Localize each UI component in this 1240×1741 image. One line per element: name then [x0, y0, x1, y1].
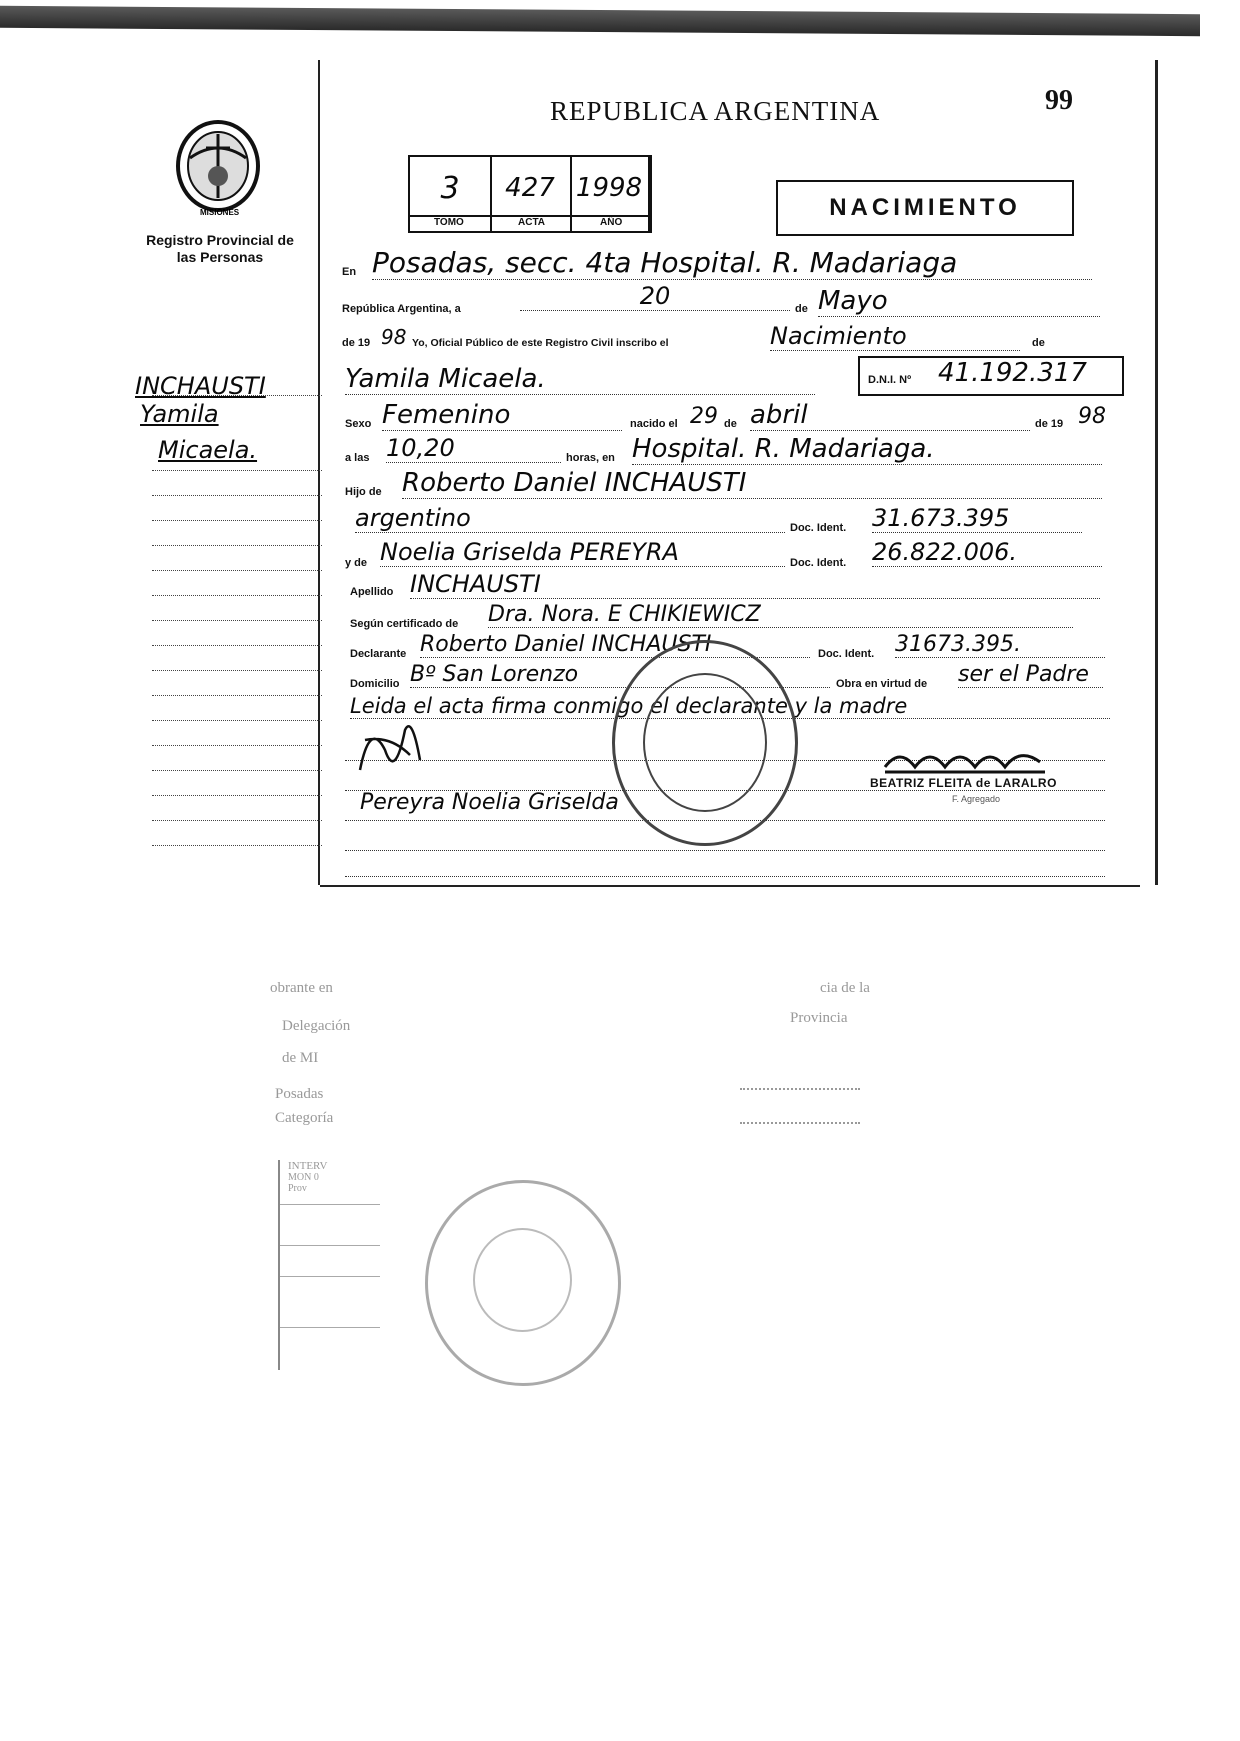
domicilio-label: Domicilio	[350, 678, 400, 690]
record-box-labels	[410, 215, 650, 231]
shield-label: MISIONES	[200, 208, 240, 217]
birth-de: de	[724, 418, 737, 430]
declarante-value: Roberto Daniel INCHAUSTI	[420, 632, 810, 658]
de-label: de	[795, 303, 808, 315]
acta-label: ACTA	[518, 217, 546, 228]
page-number: 99	[1045, 85, 1073, 116]
margin-name-1: Yamila	[140, 400, 219, 428]
apellido-label: Apellido	[350, 586, 394, 598]
margin-line	[152, 645, 322, 646]
birth-month: abril	[750, 400, 1030, 431]
hijo-label: Hijo de	[345, 486, 382, 498]
ano-value: 1998	[575, 173, 643, 203]
segun-value: Dra. Nora. E CHIKIEWICZ	[488, 602, 1073, 628]
intervention-stamp	[278, 1160, 390, 1370]
nacido-label: nacido el	[630, 418, 678, 430]
horas-label: horas, en	[566, 452, 615, 464]
seal-inner-ring	[643, 673, 767, 812]
margin-line	[152, 570, 322, 571]
year-prefix: de 19	[342, 337, 371, 349]
declarante-doc-label: Doc. Ident.	[818, 648, 875, 660]
declarante-label: Declarante	[350, 648, 407, 660]
obra-value: ser el Padre	[958, 662, 1103, 688]
coat-of-arms-icon	[170, 118, 266, 218]
father-nationality: argentino	[355, 504, 785, 533]
birth-day: 29	[690, 404, 718, 429]
mother-signature: Pereyra Noelia Griselda	[360, 790, 619, 815]
tomo-value: 3	[440, 171, 460, 206]
record-type-badge: NACIMIENTO	[776, 180, 1074, 236]
acta-value: 427	[505, 173, 555, 203]
margin-name-2: Micaela.	[158, 436, 258, 464]
margin-line	[152, 620, 322, 621]
birth-year-suffix: 98	[1078, 404, 1106, 429]
officer-text: Yo, Oficial Público de este Registro Civil inscribo el	[412, 337, 669, 349]
blank-line	[345, 876, 1105, 877]
margin-line	[152, 670, 322, 671]
margin-line	[152, 720, 322, 721]
stamp-line-2: MON 0	[288, 1172, 319, 1183]
sexo-label: Sexo	[345, 418, 372, 430]
month-value: Mayo	[818, 286, 1100, 317]
en-label: En	[342, 266, 357, 278]
mother-name: Noelia Griselda PEREYRA	[380, 538, 785, 567]
dni-box	[858, 356, 1124, 396]
birth-year-prefix: de 19	[1035, 418, 1064, 430]
margin-line	[152, 845, 322, 846]
faded-line-2: Delegación	[282, 1018, 351, 1034]
margin-line	[152, 695, 322, 696]
time-value: 10,20	[386, 434, 561, 463]
record-box	[408, 155, 652, 233]
yde-label: y de	[345, 557, 368, 569]
scan-edge-bar	[0, 6, 1200, 36]
faded-right-1: cia de la	[820, 980, 870, 996]
doc-ident-label: Doc. Ident.	[790, 522, 847, 534]
stamp-line-3: Prov	[288, 1183, 307, 1194]
faded-line-4: Posadas	[275, 1086, 324, 1102]
faded-dotted-line	[740, 1088, 860, 1090]
bottom-rule	[320, 885, 1140, 887]
margin-line	[152, 395, 322, 396]
margin-line	[152, 495, 322, 496]
official-seal-icon	[612, 640, 798, 846]
country-title: REPUBLICA ARGENTINA	[550, 96, 881, 126]
sexo-value: Femenino	[382, 400, 622, 431]
margin-line	[152, 595, 322, 596]
inscribo-value: Nacimiento	[770, 322, 1020, 351]
faded-line-5: Categoría	[275, 1110, 334, 1126]
mother-doc: 26.822.006.	[872, 538, 1102, 567]
father-doc: 31.673.395	[872, 504, 1082, 533]
de2-label: de	[1032, 337, 1045, 349]
mother-doc-label: Doc. Ident.	[790, 557, 847, 569]
margin-line	[152, 520, 322, 521]
year-suffix: 98	[381, 325, 407, 349]
blank-line	[345, 850, 1105, 851]
ministry-seal-icon	[425, 1180, 621, 1386]
republica-label: República Argentina, a	[342, 303, 461, 315]
dni-value: 41.192.317	[938, 358, 1087, 388]
margin-line	[152, 770, 322, 771]
father-signature	[350, 710, 440, 790]
child-name: Yamila Micaela.	[345, 364, 815, 395]
dni-label: D.N.I. Nº	[868, 374, 912, 386]
alas-label: a las	[345, 452, 370, 464]
faded-dotted-line	[740, 1122, 860, 1124]
father-name: Roberto Daniel INCHAUSTI	[402, 468, 1102, 499]
faded-line-1: obrante en	[270, 980, 333, 996]
stamp-line-1: INTERV	[288, 1160, 328, 1172]
place-value: Hospital. R. Madariaga.	[632, 434, 1102, 465]
en-value: Posadas, secc. 4ta Hospital. R. Madariaga	[372, 246, 1092, 280]
column-divider	[318, 60, 320, 885]
domicilio-value: Bº San Lorenzo	[410, 662, 830, 688]
apellido-value: INCHAUSTI	[410, 570, 1100, 599]
margin-surname: INCHAUSTI	[135, 372, 266, 400]
faded-right-2: Provincia	[790, 1010, 848, 1026]
officer-name: BEATRIZ FLEITA de LARALRO	[870, 776, 1057, 790]
obra-label: Obra en virtud de	[836, 678, 928, 690]
tomo-label: TOMO	[434, 217, 464, 228]
leida-text: Leida el acta firma conmigo el declarante y la madre	[350, 694, 1110, 719]
declarante-doc: 31673.395.	[895, 632, 1105, 658]
ministry-seal-inner	[473, 1228, 572, 1332]
margin-line	[152, 545, 322, 546]
day-value: 20	[520, 282, 790, 311]
margin-line	[152, 470, 322, 471]
margin-line	[152, 795, 322, 796]
faded-line-3: de MI	[282, 1050, 319, 1066]
ano-label: AÑO	[600, 217, 623, 228]
margin-line	[152, 820, 322, 821]
officer-sub: F. Agregado	[952, 794, 1001, 804]
segun-label: Según certificado de	[350, 618, 459, 630]
registry-name: Registro Provincial de las Personas	[146, 232, 294, 265]
margin-line	[152, 745, 322, 746]
